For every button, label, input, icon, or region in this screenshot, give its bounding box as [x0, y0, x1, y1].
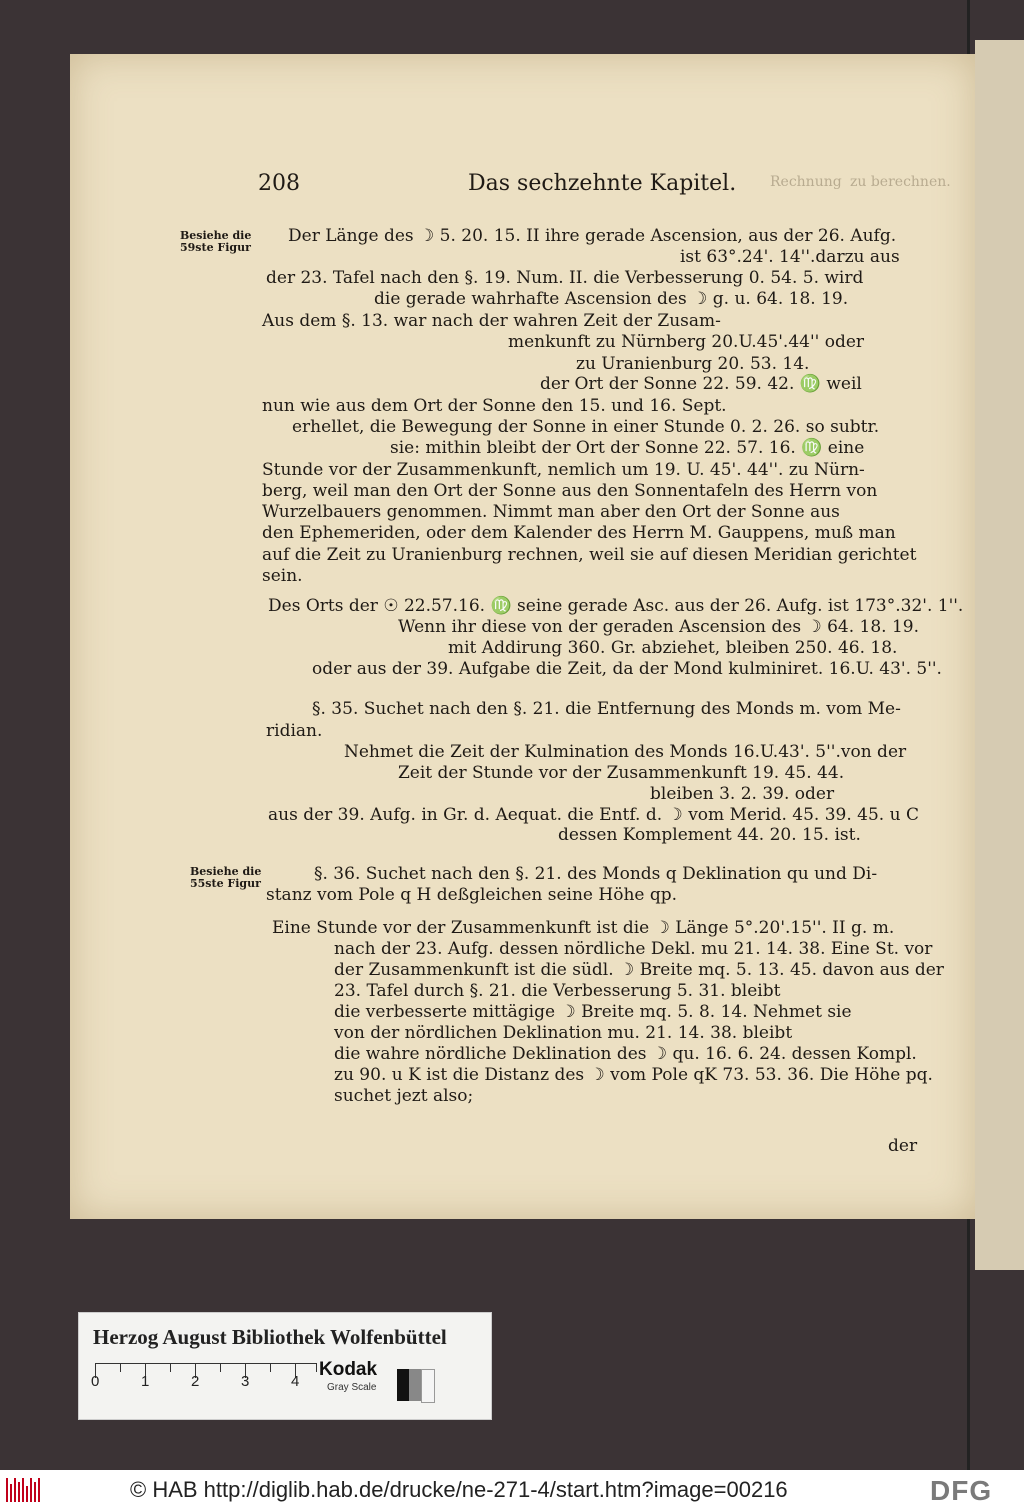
text-line: der Zusammenkunft ist die südl. ☽ Breite mq. 5. 13. 45. davon aus der — [334, 960, 944, 980]
gray-swatch-white — [421, 1369, 435, 1403]
gray-scale-label: Gray Scale — [327, 1382, 377, 1393]
ruler-tick — [220, 1364, 221, 1372]
book-page — [70, 54, 975, 1219]
text-line: der 23. Tafel nach den §. 19. Num. II. die Verbesserung 0. 54. 5. wird — [266, 268, 864, 288]
running-title: Das sechzehnte Kapitel. — [468, 171, 737, 196]
ruler-number: 4 — [291, 1373, 300, 1390]
hab-barcode-icon — [6, 1478, 48, 1502]
ruler-number: 0 — [91, 1373, 100, 1390]
color-target-card — [78, 1312, 492, 1420]
library-name: Herzog August Bibliothek Wolfenbüttel — [93, 1325, 447, 1349]
show-through-text-1: Rechnung — [770, 174, 842, 190]
text-line: Wenn ihr diese von der geraden Ascension des ☽ 64. 18. 19. — [398, 617, 920, 637]
text-line: Aus dem §. 13. war nach der wahren Zeit der Zusam- — [262, 311, 721, 331]
ruler-scale — [95, 1363, 317, 1398]
text-line: Zeit der Stunde vor der Zusammenkunft 19. 45. 44. — [398, 763, 845, 783]
gray-swatch-black — [397, 1369, 409, 1401]
text-line: §. 35. Suchet nach den §. 21. die Entfernung des Monds m. vom Me- — [312, 699, 901, 719]
ruler-tick — [120, 1364, 121, 1372]
text-line: stanz vom Pole q H deßgleichen seine Höhe qp. — [266, 885, 678, 905]
text-line: der Ort der Sonne 22. 59. 42. ♍ weil — [540, 374, 862, 394]
text-line: nun wie aus dem Ort der Sonne den 15. und 16. Sept. — [262, 396, 727, 416]
ruler-number: 1 — [141, 1373, 150, 1390]
text-line: mit Addirung 360. Gr. abziehet, bleiben 250. 46. 18. — [448, 638, 898, 658]
text-line: 23. Tafel durch §. 21. die Verbesserung 5. 31. bleibt — [334, 981, 781, 1001]
text-line: zu 90. u K ist die Distanz des ☽ vom Pole qK 73. 53. 36. Die Höhe pq. — [334, 1065, 933, 1085]
text-line: bleiben 3. 2. 39. oder — [650, 784, 835, 804]
ruler-tick — [316, 1364, 317, 1372]
text-line: die verbesserte mittägige ☽ Breite mq. 5. 8. 14. Nehmet sie — [334, 1002, 852, 1022]
text-line: §. 36. Suchet nach den §. 21. des Monds q Deklination qu und Di- — [314, 864, 878, 884]
text-line: Nehmet die Zeit der Kulmination des Monds 16.U.43'. 5''.von der — [344, 742, 907, 762]
ruler-tick — [270, 1364, 271, 1372]
text-line: nach der 23. Aufg. dessen nördliche Dekl. mu 21. 14. 38. Eine St. vor — [334, 939, 933, 959]
text-line: dessen Komplement 44. 20. 15. ist. — [558, 825, 861, 845]
text-line: sie: mithin bleibt der Ort der Sonne 22. 57. 16. ♍ eine — [390, 438, 865, 458]
text-line: aus der 39. Aufg. in Gr. d. Aequat. die Entf. d. ☽ vom Merid. 45. 39. 45. u C — [268, 805, 919, 825]
text-line: ist 63°.24'. 14''.darzu aus — [680, 247, 900, 267]
kodak-logo: Kodak — [319, 1359, 378, 1380]
text-line: suchet jezt also; — [334, 1086, 474, 1106]
text-line: die gerade wahrhafte Ascension des ☽ g. u. 64. 18. 19. — [374, 289, 849, 309]
text-line: zu Uranienburg 20. 53. 14. — [576, 354, 810, 374]
text-line: von der nördlichen Deklination mu. 21. 14. 38. bleibt — [334, 1023, 793, 1043]
show-through-text-2: zu berechnen. — [850, 174, 951, 190]
ruler-number: 3 — [241, 1373, 250, 1390]
text-line: auf die Zeit zu Uranienburg rechnen, weil sie auf diesen Meridian gerichtet — [262, 545, 917, 565]
text-line: menkunft zu Nürnberg 20.U.45'.44'' oder — [508, 332, 865, 352]
ruler-tick — [170, 1364, 171, 1372]
text-line: erhellet, die Bewegung der Sonne in einer Stunde 0. 2. 26. so subtr. — [292, 417, 880, 437]
text-line: ridian. — [266, 721, 323, 741]
dfg-logo: DFG — [930, 1475, 993, 1506]
ruler-number: 2 — [191, 1373, 200, 1390]
text-line: Wurzelbauers genommen. Nimmt man aber den Ort der Sonne aus — [262, 502, 840, 522]
text-line: die wahre nördliche Deklination des ☽ qu. 16. 6. 24. dessen Kompl. — [334, 1044, 917, 1064]
facing-page-edge — [975, 40, 1024, 1270]
text-line: Stunde vor der Zusammenkunft, nemlich um 19. U. 45'. 44''. zu Nürn- — [262, 460, 865, 480]
copyright-link[interactable]: © HAB http://diglib.hab.de/drucke/ne-271-4/start.htm?image=00216 — [130, 1477, 788, 1502]
text-line: Eine Stunde vor der Zusammenkunft ist die ☽ Länge 5°.20'.15''. II g. m. — [272, 918, 895, 938]
marginal-note-2: Besiehe die 55ste Figur — [190, 865, 262, 890]
page-number: 208 — [258, 171, 300, 196]
marginal-note-1: Besiehe die 59ste Figur — [180, 229, 252, 254]
text-line: sein. — [262, 566, 303, 586]
text-line: Des Orts der ☉ 22.57.16. ♍ seine gerade Asc. aus der 26. Aufg. ist 173°.32'. 1''. — [268, 596, 964, 616]
text-line: den Ephemeriden, oder dem Kalender des Herrn M. Gauppens, muß man — [262, 523, 896, 543]
text-line: berg, weil man den Ort der Sonne aus den Sonnentafeln des Herrn von — [262, 481, 878, 501]
text-line: Der Länge des ☽ 5. 20. 15. II ihre gerade Ascension, aus der 26. Aufg. — [288, 226, 897, 246]
footer-bar — [0, 1470, 1024, 1510]
catchword: der — [888, 1136, 918, 1156]
text-line: oder aus der 39. Aufgabe die Zeit, da der Mond kulminiret. 16.U. 43'. 5''. — [312, 659, 942, 679]
gray-swatch-mid — [409, 1369, 421, 1401]
